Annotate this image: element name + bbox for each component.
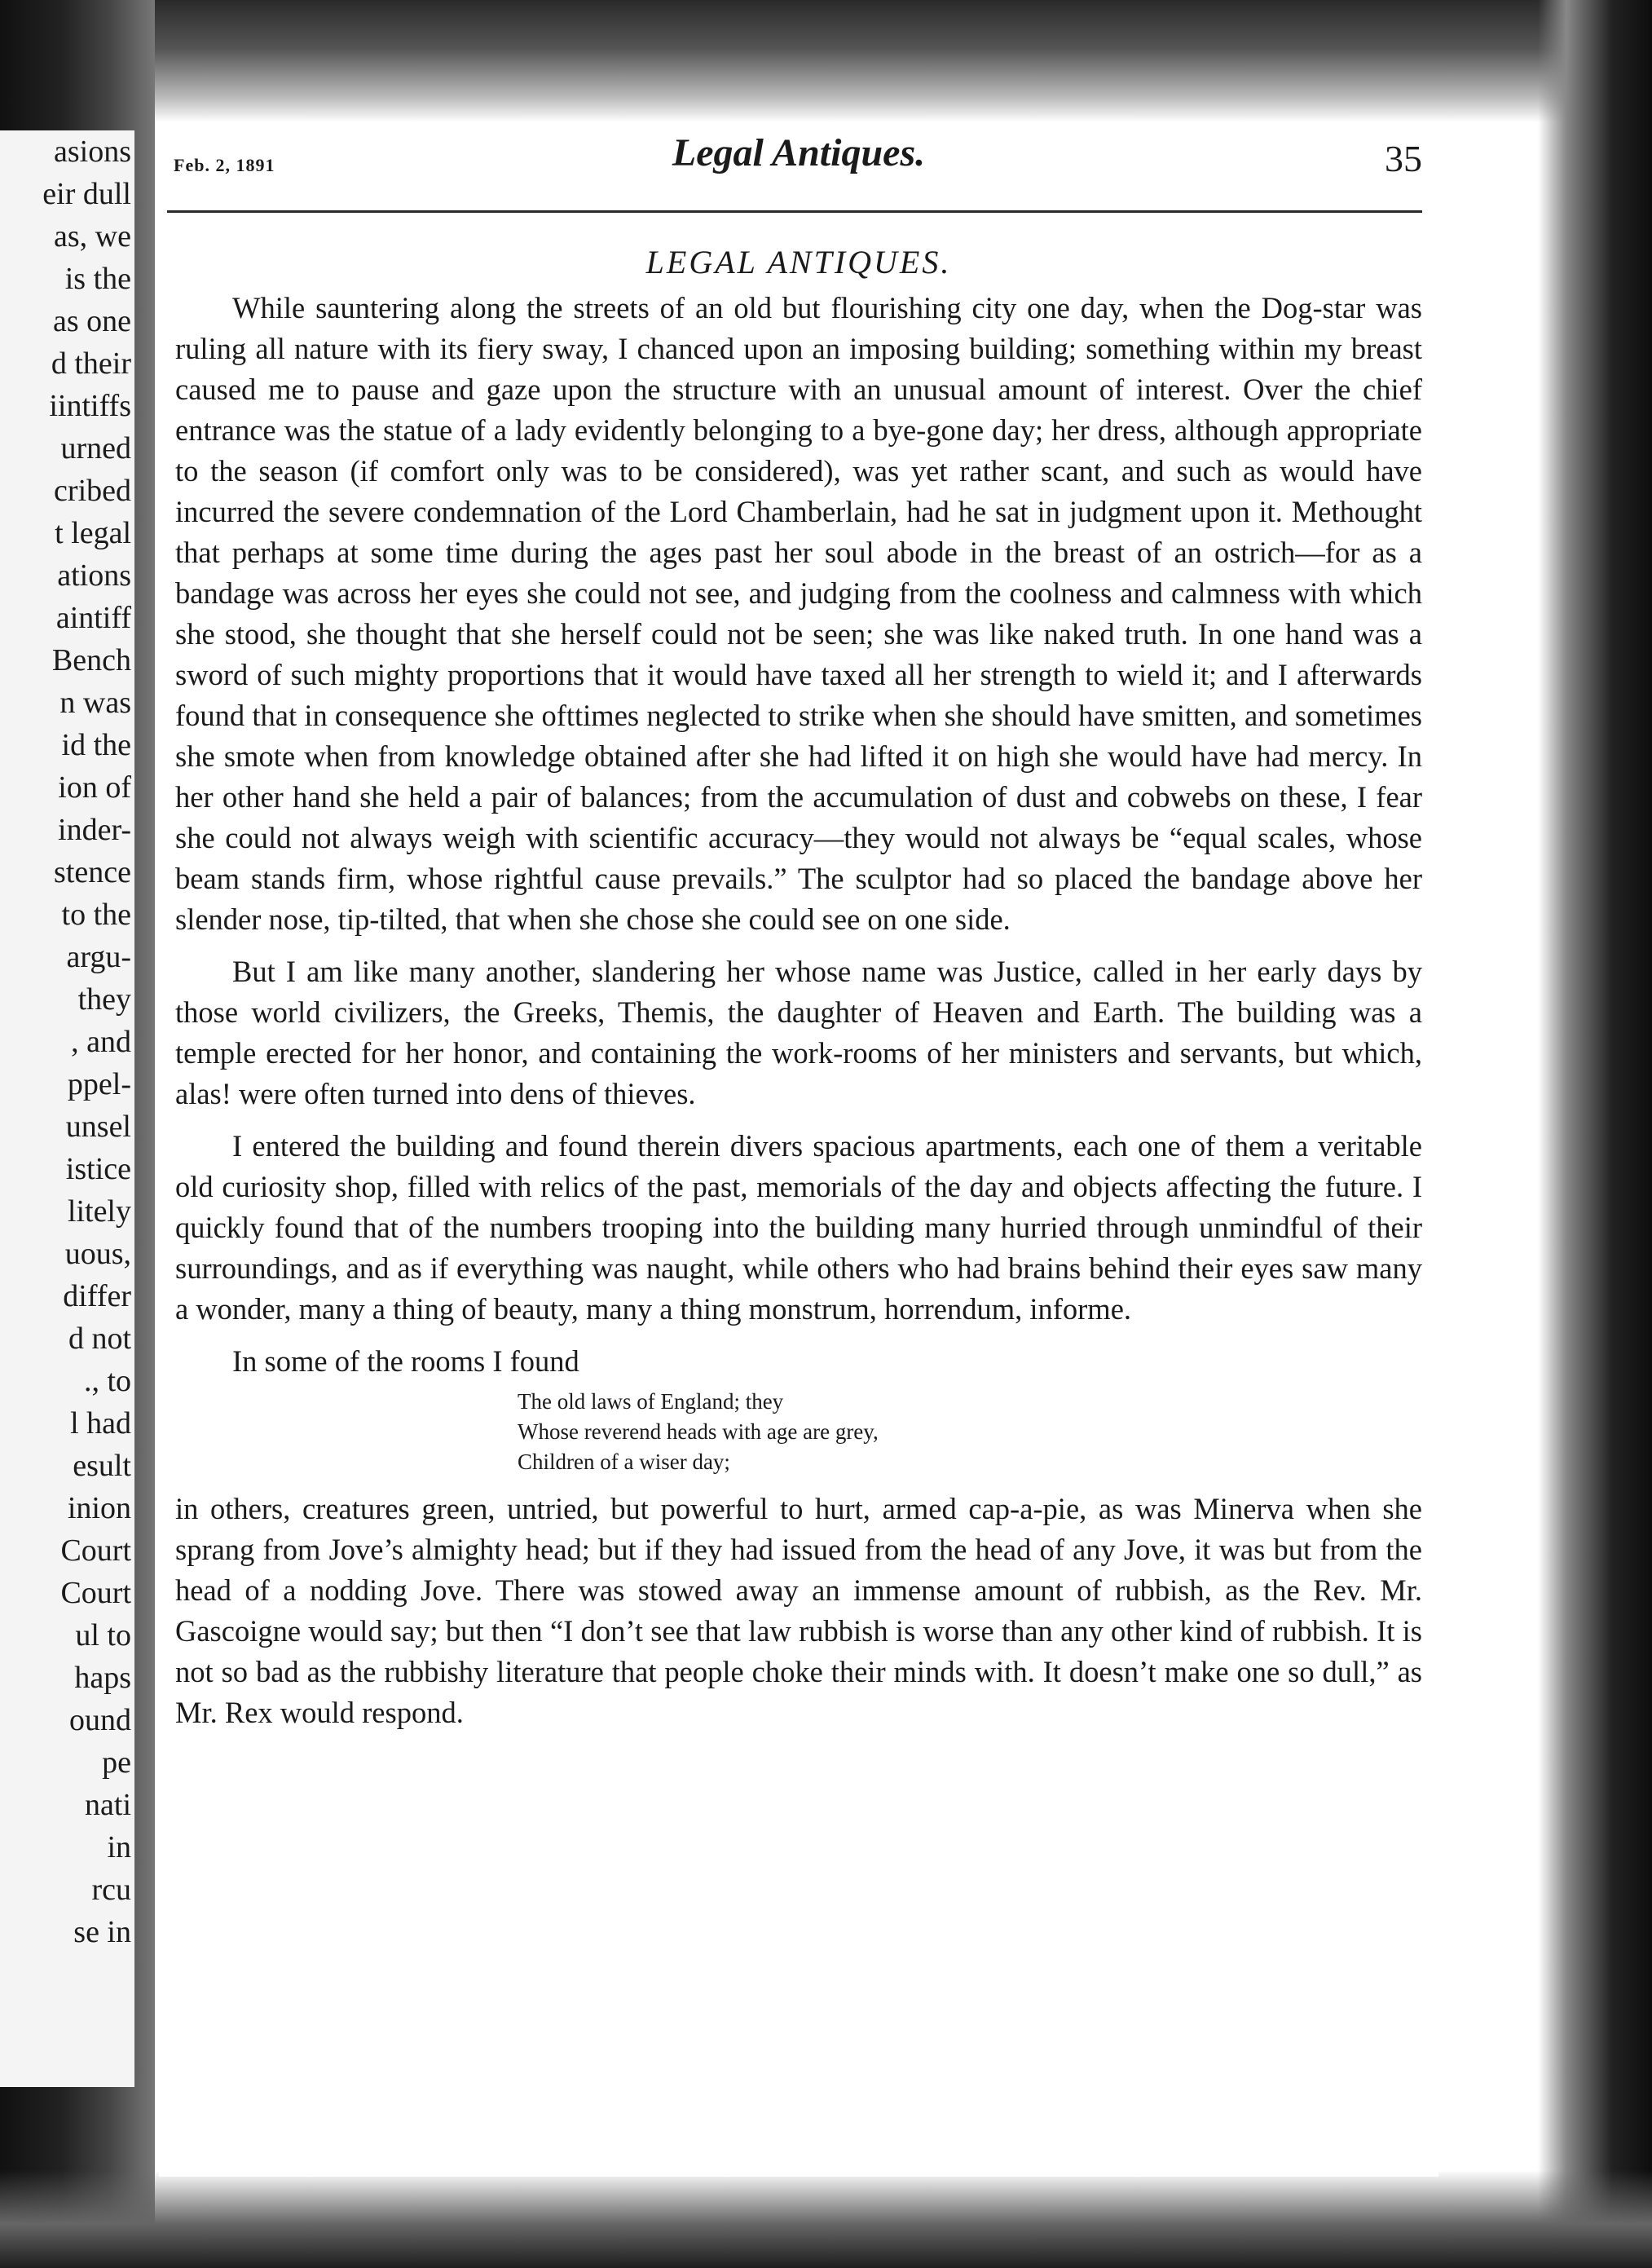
paragraph-2: But I am like many another, slandering her whose name was Justice, called in her early days by those world civilizers, the Greeks, Themis, the daughter of Heaven and Earth. The building was a temple erected for her honor, and containing the work-rooms of her ministers and servants, but which, alas! were often turned into dens of thieves. (175, 955, 1422, 1110)
previous-page-line: is the (64, 262, 131, 296)
previous-page-line: as, we (54, 219, 131, 254)
previous-page-line: litely (67, 1194, 131, 1229)
header-date: Feb. 2, 1891 (174, 155, 275, 175)
paragraph-5: in others, creatures green, untried, but powerful to hurt, armed cap-a-pie, as was Minerva when she sprang from Jove’s almighty head; but if they had issued from the head of any Jove, it was but from the head of a nodding Jove. There was stowed away an immense amount of rubbish, as the Rev. Mr. Gascoigne would say; but then “I don’t see that law rubbish is worse than any other kind of rubbish. It is not so bad as the rubbishy literature that people choke their minds with. It doesn’t make one so dull,” as Mr. Rex would respond. (175, 1492, 1422, 1729)
header-rule (167, 210, 1422, 213)
previous-page-line: n was (59, 686, 131, 720)
previous-page-line: id the (61, 728, 131, 762)
scan-border-bottom (0, 2170, 1652, 2268)
previous-page-line: uous, (64, 1237, 131, 1271)
scan-border-right (1538, 0, 1652, 2268)
verse-quote (518, 1387, 1422, 1477)
previous-page-line: aintiff (55, 601, 131, 635)
previous-page-line: ound (69, 1703, 131, 1737)
previous-page-line: , and (71, 1025, 131, 1059)
page-number: 35 (1385, 138, 1422, 179)
previous-page-line: inder- (58, 813, 131, 847)
previous-page-line: l had (70, 1406, 131, 1441)
previous-page-line: cribed (54, 474, 131, 508)
paragraph-1: While sauntering along the streets of an old but flourishing city one day, when the Dog-star was ruling all nature with its fiery sway, I chanced upon an imposing building; something within my breast caused me to pause and gaze upon the structure with an unusual amount of interest. Over the chief entrance was the statue of a lady evidently belonging to a bye-gone day; her dress, although appropriate to the season (if comfort only was to be considered), was yet rather scant, and such as would have incurred the severe condemnation of the Lord Chamberlain, had he sat in judgment upon it. Methought that perhaps at some time during the ages past her soul abode in the breast of an ostrich—for as a bandage was across her eyes she could not see, and judging from the coolness and calmness with which she stood, she thought that she herself could not be seen; she was like naked truth. In one hand was a sword of such mighty proportions that it would have taxed all her strength to wield it; and I afterwards found that in consequence she ofttimes neglected to strike when she should have smitten, and sometimes she smote when from knowledge obtained after she had lifted it on high she would have had mercy. In her other hand she held a pair of balances; from the accumulation of dust and cobwebs on these, I fear she could not always weigh with scientific accuracy—they would not always be “equal scales, whose beam stands firm, whose rightful cause prevails.” The sculptor had so placed the bandage above her slender nose, tip-tilted, that when she chose she could see on one side. (175, 291, 1422, 936)
previous-page-line: ations (57, 558, 131, 593)
previous-page-line: pe (102, 1745, 131, 1780)
previous-page-line: d their (51, 346, 131, 381)
scan-border-top (0, 0, 1652, 122)
previous-page-fragment (0, 130, 134, 2087)
previous-page-line: they (77, 982, 131, 1017)
previous-page-line: in (107, 1830, 131, 1864)
previous-page-line: urned (60, 431, 131, 466)
previous-page-line: unsel (65, 1110, 131, 1144)
previous-page-line: t legal (55, 516, 131, 550)
previous-page-line: d not (68, 1322, 131, 1356)
article-title: LEGAL ANTIQUES. (645, 244, 952, 280)
previous-page-line: ., to (83, 1364, 131, 1398)
article (175, 243, 1422, 1733)
previous-page-line: ppel- (67, 1067, 131, 1101)
previous-page-line: to the (61, 898, 131, 932)
previous-page-line: inion (67, 1491, 131, 1525)
previous-page-line: se in (73, 1915, 131, 1949)
previous-page-line: asions (54, 135, 131, 169)
page (159, 122, 1438, 2177)
previous-page-line: Court (60, 1576, 131, 1610)
verse-line: Children of a wiser day; (518, 1449, 730, 1474)
previous-page-line: istice (65, 1152, 131, 1186)
paragraph-3: I entered the building and found therein divers spacious apartments, each one of them a veritable old curiosity shop, filled with relics of the past, memorials of the day and objects affecting the future. I quickly found that of the numbers trooping into the building many hurried through unmindful of their surroundings, and as if everything was naught, while others who had brains behind their eyes saw many a wonder, many a thing of beauty, many a thing monstrum, horrendum, informe. (175, 1129, 1422, 1326)
previous-page-line: differ (63, 1279, 131, 1313)
previous-page-line: argu- (66, 940, 131, 974)
verse-line: Whose reverend heads with age are grey, (518, 1419, 879, 1444)
previous-page-line: as one (52, 304, 131, 338)
previous-page-line: stence (54, 855, 131, 889)
previous-page-line: esult (73, 1449, 131, 1483)
paragraph-4: In some of the rooms I found (232, 1344, 579, 1378)
running-head (159, 130, 1438, 188)
previous-page-line: Court (60, 1533, 131, 1568)
previous-page-line: nati (85, 1788, 131, 1822)
previous-page-line: eir dull (42, 177, 131, 211)
previous-page-line: ion of (58, 770, 131, 805)
previous-page-line: iintiffs (49, 389, 131, 423)
previous-page-line: ul to (75, 1618, 131, 1652)
previous-page-line: haps (74, 1661, 131, 1695)
verse-line: The old laws of England; they (518, 1389, 784, 1414)
running-title: Legal Antiques. (672, 131, 926, 174)
previous-page-line: rcu (91, 1873, 131, 1907)
previous-page-line: Bench (51, 643, 131, 677)
